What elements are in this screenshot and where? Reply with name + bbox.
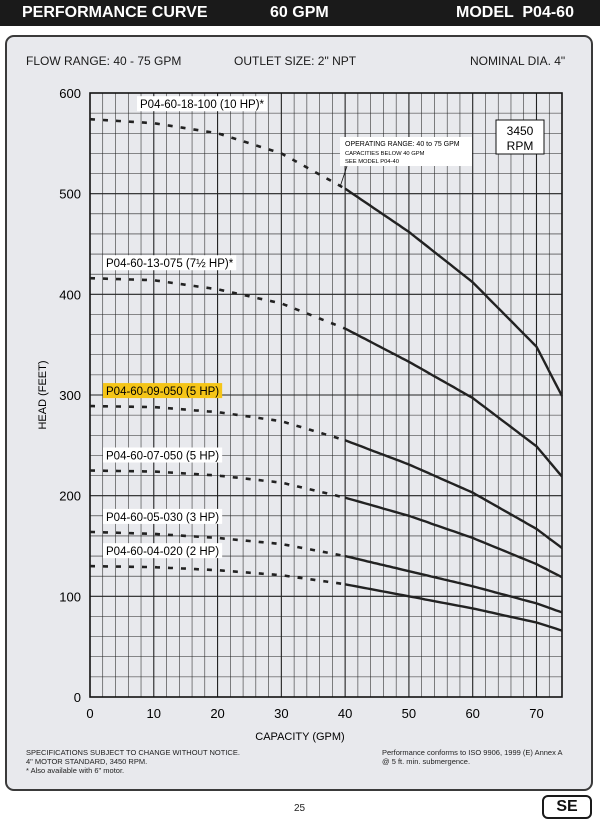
rpm-value: 3450 bbox=[506, 124, 534, 138]
x-tick-label: 0 bbox=[86, 706, 94, 721]
footer-right-line: Performance conforms to ISO 9906, 1999 (E) Annex A bbox=[382, 748, 563, 757]
curve-label: P04-60-13-075 (7½ HP)* bbox=[106, 258, 234, 271]
rpm-unit: RPM bbox=[506, 139, 534, 153]
y-tick-label: 400 bbox=[59, 287, 81, 303]
y-tick-label: 0 bbox=[73, 690, 81, 705]
x-tick-label: 70 bbox=[529, 706, 544, 721]
x-tick-label: 10 bbox=[146, 706, 162, 721]
company-logo: SE bbox=[542, 795, 592, 819]
x-tick-label: 50 bbox=[401, 706, 417, 721]
y-tick-label: 600 bbox=[59, 86, 81, 101]
x-tick-label: 60 bbox=[465, 706, 480, 721]
y-tick-label: 100 bbox=[59, 589, 81, 605]
outlet-size-label: OUTLET SIZE: 2" NPT bbox=[234, 54, 357, 68]
curve-operating-segment bbox=[345, 584, 562, 630]
footer-notes-right bbox=[382, 748, 563, 766]
nominal-diameter-label: NOMINAL DIA. 4" bbox=[470, 54, 566, 68]
curve-label: P04-60-04-020 (2 HP) bbox=[106, 546, 220, 559]
curve-operating-segment bbox=[345, 498, 562, 578]
y-axis-label: HEAD (FEET) bbox=[37, 360, 49, 430]
footer-left-line: SPECIFICATIONS SUBJECT TO CHANGE WITHOUT NOTICE. bbox=[26, 748, 240, 757]
curve-label: P04-60-18-100 (10 HP)* bbox=[140, 99, 265, 112]
footer-left-line: * Also available with 6" motor. bbox=[26, 766, 125, 775]
operating-note-line2: CAPACITIES BELOW 40 GPM bbox=[345, 151, 425, 157]
curve-label: P04-60-09-050 (5 HP) bbox=[106, 386, 220, 399]
x-axis-label: CAPACITY (GPM) bbox=[255, 731, 345, 743]
footer-left-line: 4" MOTOR STANDARD, 3450 RPM. bbox=[26, 757, 148, 766]
curve-operating-segment bbox=[345, 189, 562, 396]
operating-note-line3: SEE MODEL P04-40 bbox=[345, 159, 399, 165]
model-label: MODEL P04-60 bbox=[456, 4, 574, 21]
footer-notes-left bbox=[26, 748, 240, 775]
x-tick-label: 40 bbox=[337, 706, 353, 721]
curve-operating-segment bbox=[345, 329, 562, 477]
curve-label: P04-60-05-030 (3 HP) bbox=[106, 511, 220, 524]
curve-label: P04-60-07-050 (5 HP) bbox=[106, 450, 220, 463]
flow-range-label: FLOW RANGE: 40 - 75 GPM bbox=[26, 54, 182, 68]
x-tick-label: 30 bbox=[274, 706, 289, 721]
x-tick-label: 20 bbox=[210, 706, 225, 721]
operating-note-line1: OPERATING RANGE: 40 to 75 GPM bbox=[345, 141, 460, 148]
operating-note-leader bbox=[340, 166, 347, 187]
y-tick-label: 300 bbox=[59, 388, 81, 403]
y-tick-label: 500 bbox=[59, 186, 81, 202]
y-tick-label: 200 bbox=[59, 488, 81, 504]
chart-title: PERFORMANCE CURVE bbox=[22, 4, 208, 21]
page-number: 25 bbox=[294, 803, 306, 814]
flow-rating: 60 GPM bbox=[270, 4, 329, 21]
footer-right-line: @ 5 ft. min. submergence. bbox=[382, 757, 471, 766]
